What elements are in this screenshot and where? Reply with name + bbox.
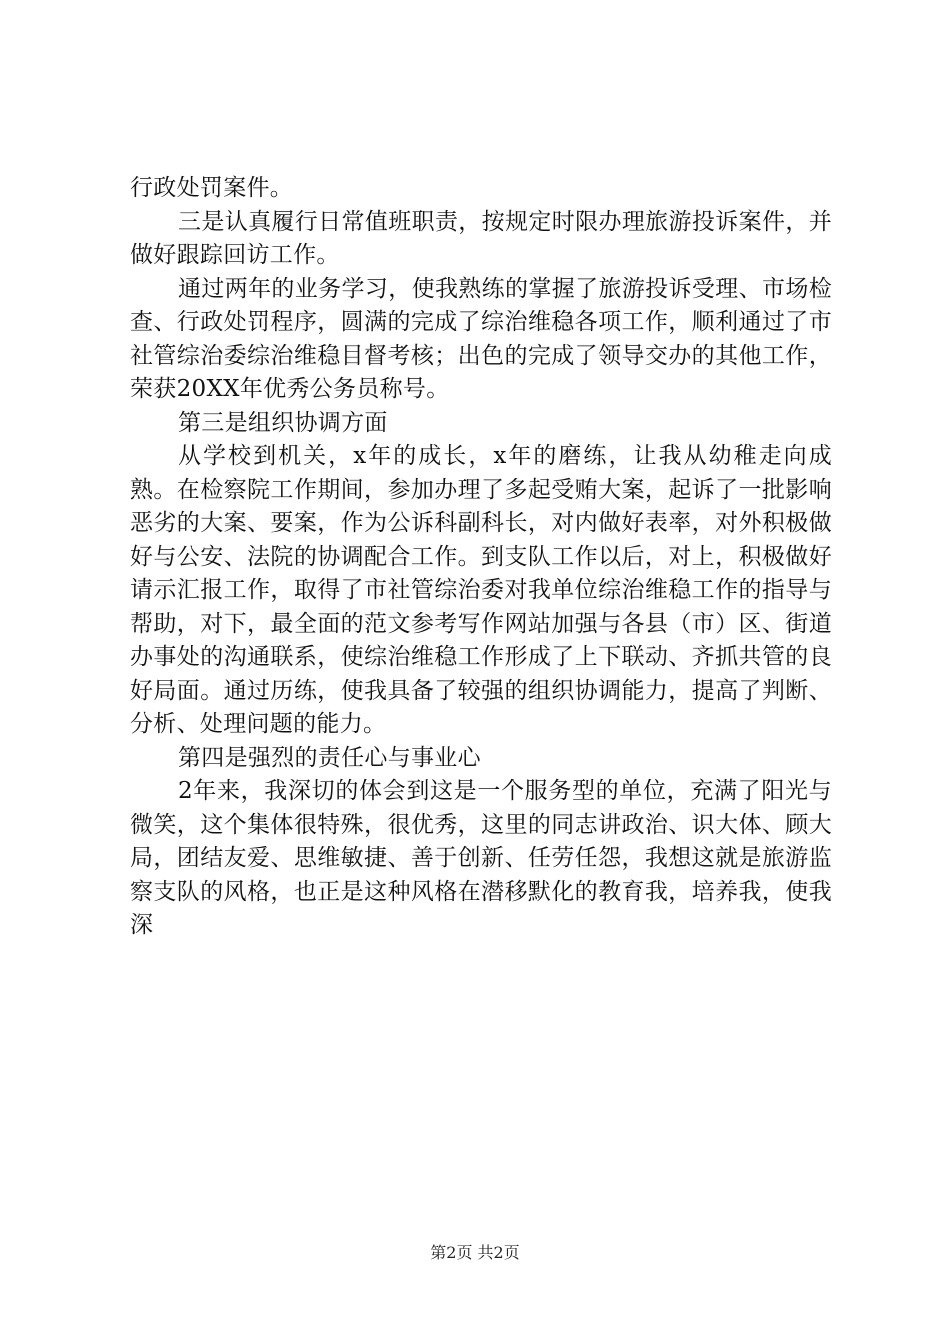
section-heading-responsibility: 第四是强烈的责任心与事业心 bbox=[178, 744, 481, 771]
paragraph-duty: 三是认真履行日常值班职责，按规定时限办理旅游投诉案件，并做好跟踪回访工作。 bbox=[130, 208, 832, 268]
paragraph-responsibility: 2年来，我深切的体会到这是一个服务型的单位，充满了阳光与微笑，这个集体很特殊，很优秀，这里的同志讲政治、识大体、顾大局，团结友爱、思维敏捷、善于创新、任劳任怨，我想这就是旅游监察支队的风格，也正是这种风格在潜移默化的教育我，培养我，使我深 bbox=[130, 778, 832, 938]
section-heading-coordination: 第三是组织协调方面 bbox=[178, 409, 388, 436]
page-number-footer: 第2页 共2页 bbox=[430, 1243, 520, 1262]
paragraph-coordination: 从学校到机关，x年的成长，x年的磨练，让我从幼稚走向成熟。在检察院工作期间，参加办理了多起受贿大案，起诉了一批影响恶劣的大案、要案，作为公诉科副科长，对内做好表率，对外积极做好与公安、法院的协调配合工作。到支队工作以后，对上，积极做好请示汇报工作，取得了市社管综治委对我单位综治维稳工作的指导与帮助，对下，最全面的范文参考写作网站加强与各县（市）区、街道办事处的沟通联系，使综治维稳工作形成了上下联动、齐抓共管的良好局面。通过历练，使我具备了较强的组织协调能力，提高了判断、分析、处理问题的能力。 bbox=[130, 443, 832, 737]
paragraph-study: 通过两年的业务学习，使我熟练的掌握了旅游投诉受理、市场检查、行政处罚程序，圆满的完成了综治维稳各项工作，顺利通过了市社管综治委综治维稳目督考核；出色的完成了领导交办的其他工作，荣获20XX年优秀公务员称号。 bbox=[130, 275, 832, 402]
document-body bbox=[130, 172, 832, 943]
paragraph-continuation: 行政处罚案件。 bbox=[130, 175, 294, 201]
